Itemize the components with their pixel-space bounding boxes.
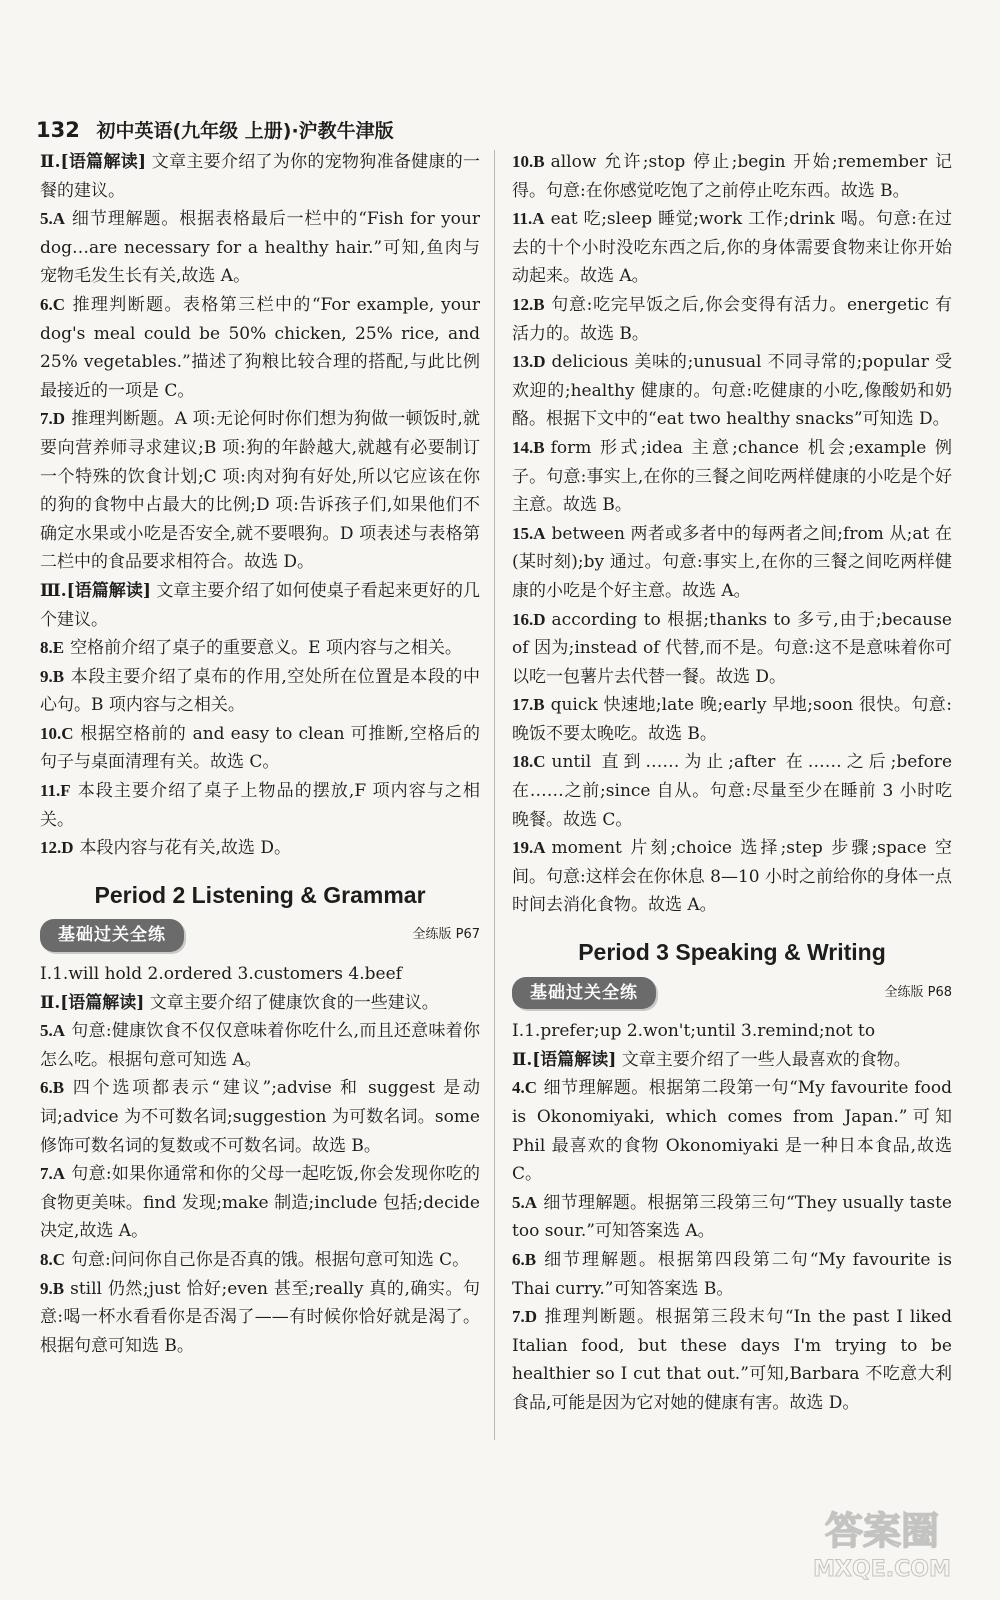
answer-explanation: moment 片刻;choice 选择;step 步骤;space 空间。句意:这样会在你休息 8—10 小时之前给你的身体一点时间去消化食物。故选 A。 xyxy=(512,838,952,916)
answer-explanation: 细节理解题。根据表格最后一栏中的“Fish for your dog…are necessary for a healthy hair.”可知,鱼肉与宠物毛发生长有关,故选 A。 xyxy=(40,209,480,287)
answer-explanation: 细节理解题。根据第三段第三句“They usually taste too sour.”可知答案选 A。 xyxy=(512,1192,952,1242)
answer-number: 7.D xyxy=(40,409,66,429)
period-2-section-2-intro xyxy=(40,989,480,1018)
answer-item xyxy=(512,205,952,291)
answer-explanation: 根据空格前的 and easy to clean 可推断,空格后的句子与桌面清理有关。故选 C。 xyxy=(40,723,480,773)
answer-number: 15.A xyxy=(512,523,546,543)
answer-explanation: until 直到……为止;after 在……之后;before 在……之前;since 自从。句意:尽量至少在睡前 3 小时吃晚餐。故选 C。 xyxy=(512,752,952,830)
section-prefix: Ⅱ. xyxy=(40,152,61,172)
page-reference: 全练版 P67 xyxy=(412,927,480,943)
answer-explanation: 推理判断题。表格第三栏中的“For example, your dog's meal could be 50% chicken, 25% rice, and 25% vegetables.”描述了狗粮比较合理的搭配,与此比例最接近的一项是 C。 xyxy=(40,294,480,401)
answer-explanation: form 形式;idea 主意;chance 机会;example 例子。句意:事实上,在你的三餐之间吃两样健康的小吃是个好主意。故选 B。 xyxy=(512,437,952,516)
page-number: 132 xyxy=(36,118,80,142)
book-title: 初中英语(九年级 上册)·沪教牛津版 xyxy=(96,120,394,142)
answer-number: 11.A xyxy=(512,209,545,229)
answer-explanation: 本段主要介绍了桌布的作用,空处所在位置是本段的中心句。B 项内容与之相关。 xyxy=(40,666,480,716)
answer-explanation: eat 吃;sleep 睡觉;work 工作;drink 喝。句意:在过去的十个小时没吃东西之后,你的身体需要食物来让你开始动起来。故选 A。 xyxy=(512,209,952,287)
answer-explanation: 本段内容与花有关,故选 D。 xyxy=(79,838,291,859)
answer-item xyxy=(40,720,480,777)
answer-number: 7.A xyxy=(40,1164,66,1184)
answer-item xyxy=(512,748,952,834)
section-text: 文章主要介绍了一些人最喜欢的食物。 xyxy=(621,1049,911,1070)
answer-number: 16.D xyxy=(512,609,546,629)
answer-number: 9.B xyxy=(40,666,65,686)
answer-explanation: quick 快速地;late 晚;early 早地;soon 很快。句意:晚饭不要太晚吃。故选 B。 xyxy=(512,695,952,744)
answer-item xyxy=(512,1303,952,1417)
practice-badge: 基础过关全练 xyxy=(512,977,656,1010)
answer-explanation: 句意:吃完早饭之后,你会变得有活力。energetic 有活力的。故选 B。 xyxy=(512,294,952,344)
answer-number: 5.A xyxy=(512,1192,538,1212)
answer-explanation: 句意:健康饮食不仅仅意味着你吃什么,而且还意味着你怎么吃。根据句意可知选 A。 xyxy=(40,1021,480,1070)
answer-item xyxy=(512,148,952,205)
answer-item xyxy=(512,348,952,434)
answer-explanation: 细节理解题。根据第二段第一句“My favourite food is Okonomiyaki, which comes from Japan.”可知 Phil 最喜欢的食物 Okonomiyaki 是一种日本食品,故选 C。 xyxy=(512,1078,952,1185)
answer-item xyxy=(40,405,480,577)
answer-number: 12.D xyxy=(40,838,74,858)
answer-number: 8.C xyxy=(40,1249,66,1269)
answer-item xyxy=(40,663,480,720)
answer-explanation: 本段主要介绍了桌子上物品的摆放,F 项内容与之相关。 xyxy=(40,781,480,830)
section-tag: [语篇解读] xyxy=(532,1049,617,1070)
answer-number: 4.C xyxy=(512,1078,538,1098)
answer-number: 13.D xyxy=(512,352,546,372)
section-text: 文章主要介绍了如何使桌子看起来更好的几个建议。 xyxy=(40,580,481,630)
answer-number: 9.B xyxy=(40,1278,65,1298)
practice-badge: 基础过关全练 xyxy=(40,919,184,952)
answer-number: 10.B xyxy=(512,152,545,171)
period-3-title: Period 3 Speaking & Writing xyxy=(578,939,886,966)
answer-item xyxy=(512,1074,952,1188)
answer-explanation: 细节理解题。根据第四段第二句“My favourite is Thai curry.”可知答案选 B。 xyxy=(512,1249,952,1299)
answer-number: 5.A xyxy=(40,1021,66,1041)
section-tag: [语篇解读] xyxy=(60,152,147,172)
answer-number: 11.F xyxy=(40,781,71,801)
page-reference: 全练版 P68 xyxy=(884,984,952,1000)
period-2-title: Period 2 Listening & Grammar xyxy=(94,881,426,908)
answer-explanation: 推理判断题。根据第三段末句“In the past I liked Italian food, but these days I'm trying to be healthier so I cut that out.”可知,Barbara 不吃意大利食品,可能是因为它对她的健康有害。故选 D。 xyxy=(512,1307,952,1413)
answer-explanation: 推理判断题。A 项:无论何时你们想为狗做一顿饭时,就要向营养师寻求建议;B 项:狗的年龄越大,就越有必要制订一个特殊的饮食计划;C 项:肉对狗有好处,所以它应该在你的狗的食物中占最大的比例;D 项:告诉孩子们,如果他们不确定水果或小吃是否安全,就不要喂狗。D 项表述与表格第二栏中的食品要求相符合。故选 D。 xyxy=(40,409,480,573)
period-2-section-1: Ⅰ.1.will hold 2.ordered 3.customers 4.beef xyxy=(40,964,402,985)
watermark-url-text: MXQE.COM xyxy=(813,1557,951,1582)
answer-item xyxy=(40,1160,480,1246)
answer-item xyxy=(512,691,952,748)
answer-number: 12.B xyxy=(512,294,545,314)
section-text: 文章主要介绍了健康饮食的一些建议。 xyxy=(149,992,439,1013)
answer-number: 5.A xyxy=(40,209,66,229)
answer-explanation: 句意:如果你通常和你的父母一起吃饭,你会发现你吃的食物更美味。find 发现;make 制造;include 包括;decide 决定,故选 A。 xyxy=(40,1164,480,1242)
answer-explanation: delicious 美味的;unusual 不同寻常的;popular 受欢迎的;healthy 健康的。句意:吃健康的小吃,像酸奶和奶酪。根据下文中的“eat two healthy snacks”可知选 D。 xyxy=(512,352,952,430)
right-column xyxy=(512,148,952,1418)
badge-row xyxy=(512,977,952,1010)
answer-item xyxy=(40,1017,480,1074)
answer-number: 6.B xyxy=(512,1249,537,1269)
section-tag: [语篇解读] xyxy=(60,992,145,1013)
watermark-logo-text: 答案圈 xyxy=(824,1509,940,1553)
section-2-intro xyxy=(40,148,480,205)
answer-item xyxy=(40,1275,480,1361)
answer-number: 18.C xyxy=(512,752,546,772)
left-column xyxy=(40,148,480,1360)
answer-item xyxy=(512,1246,952,1303)
page-header xyxy=(36,116,394,143)
answer-item xyxy=(512,606,952,692)
answer-number: 10.C xyxy=(40,723,74,743)
answer-item xyxy=(40,291,480,405)
section-tag: [语篇解读] xyxy=(66,580,151,601)
answer-explanation: allow 允许;stop 停止;begin 开始;remember 记得。句意:在你感觉吃饱了之前停止吃东西。故选 B。 xyxy=(512,152,952,201)
period-3-section-2-intro xyxy=(512,1046,952,1075)
column-divider xyxy=(494,150,495,1440)
answer-number: 6.B xyxy=(40,1078,65,1098)
answer-number: 17.B xyxy=(512,695,545,715)
answer-item xyxy=(512,291,952,348)
answer-item xyxy=(512,834,952,920)
answer-item xyxy=(512,434,952,520)
badge-row xyxy=(40,919,480,952)
answer-item xyxy=(512,1189,952,1246)
answer-number: 19.A xyxy=(512,838,546,858)
answer-number: 7.D xyxy=(512,1307,538,1327)
section-3-intro xyxy=(40,577,480,634)
answer-explanation: still 仍然;just 恰好;even 甚至;really 真的,确实。句意:喝一杯水看看你是否渴了——有时候你恰好就是渴了。根据句意可知选 B。 xyxy=(40,1278,480,1356)
answer-item xyxy=(40,634,480,663)
answer-explanation: between 两者或多者中的每两者之间;from 从;at 在(某时刻);by 通过。句意:事实上,在你的三餐之间吃两样健康的小吃是个好主意。故选 A。 xyxy=(512,523,952,601)
answer-explanation: 句意:问问你自己你是否真的饿。根据句意可知选 C。 xyxy=(71,1249,470,1270)
section-prefix: Ⅱ. xyxy=(512,1049,533,1070)
section-text: 文章主要介绍了为你的宠物狗准备健康的一餐的建议。 xyxy=(40,152,481,201)
answer-item xyxy=(40,777,480,834)
section-prefix: Ⅱ. xyxy=(40,992,61,1013)
answer-explanation: according to 根据;thanks to 多亏,由于;because of 因为;instead of 代替,而不是。句意:这不是意味着你可以吃一包薯片去代替一餐。故选 D。 xyxy=(512,609,952,687)
answer-explanation: 四个选项都表示“建议”;advise 和 suggest 是动词;advice 为不可数名词;suggestion 为可数名词。some 修饰可数名词的复数或不可数名词。故选 B。 xyxy=(40,1078,480,1156)
answer-item xyxy=(40,205,480,291)
section-prefix: Ⅲ. xyxy=(40,580,67,601)
answer-number: 14.B xyxy=(512,437,545,457)
answer-item xyxy=(512,520,952,606)
answer-number: 6.C xyxy=(40,294,66,314)
answer-explanation: 空格前介绍了桌子的重要意义。E 项内容与之相关。 xyxy=(70,638,462,659)
period-3-section-1: Ⅰ.1.prefer;up 2.won't;until 3.remind;not to xyxy=(512,1021,876,1042)
answer-item xyxy=(40,1074,480,1160)
answer-number: 8.E xyxy=(40,638,65,658)
answer-item xyxy=(40,834,480,863)
site-watermark xyxy=(792,1496,972,1586)
answer-item xyxy=(40,1246,480,1275)
